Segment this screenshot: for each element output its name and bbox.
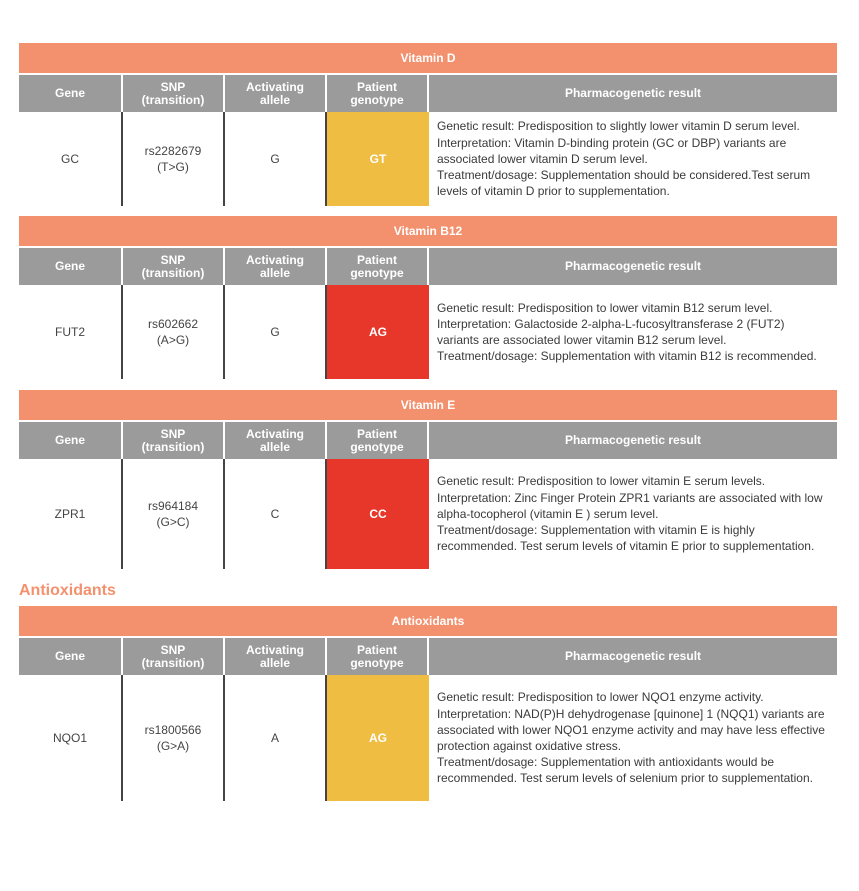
table-row bbox=[19, 675, 837, 801]
col-header-result: Pharmacogenetic result bbox=[564, 649, 702, 663]
section-heading: Antioxidants bbox=[19, 582, 116, 599]
snp-cell: rs964184 (G>C) bbox=[123, 459, 225, 569]
header-row bbox=[19, 73, 837, 112]
result-cell: Genetic result: Predisposition to lower NQO1 enzyme activity. Interpretation: NAD(P)H dehydrogenase [quinone] 1 (NQQ1) variants are associated with lower NQO1 enzyme activity and may have less effective protection against oxidative stress. Treatment/dosage: Supplementation with antioxidants would be recommended. Test serum levels of selenium prior to supplementation. bbox=[437, 690, 825, 786]
vitamin-d-table bbox=[19, 43, 837, 206]
table-title: Vitamin B12 bbox=[19, 216, 837, 246]
col-header-genotype: Patient genotype bbox=[327, 248, 429, 285]
col-header-result: Pharmacogenetic result bbox=[564, 259, 702, 273]
table-title: Antioxidants bbox=[19, 606, 837, 636]
result-cell: Genetic result: Predisposition to lower vitamin E serum levels. Interpretation: Zinc Finger Protein ZPR1 variants are associated with low alpha-tocopherol (vitamin E ) serum level. Treatment/dosage: Supplementation with vitamin E is highly recommended. Test serum levels of vitamin E prior to supplementation. bbox=[437, 474, 823, 554]
header-row bbox=[19, 246, 837, 285]
table-row bbox=[19, 285, 837, 379]
col-header-snp: SNP (transition) bbox=[123, 638, 225, 675]
table-title: Vitamin E bbox=[19, 390, 837, 420]
gene-cell: FUT2 bbox=[19, 285, 123, 379]
gene-cell: ZPR1 bbox=[19, 459, 123, 569]
col-header-result: Pharmacogenetic result bbox=[564, 86, 702, 100]
genotype-cell: AG bbox=[327, 675, 429, 801]
col-header-gene: Gene bbox=[19, 248, 123, 285]
col-header-result: Pharmacogenetic result bbox=[564, 433, 702, 447]
col-header-snp: SNP (transition) bbox=[123, 75, 225, 112]
table-title: Vitamin D bbox=[19, 43, 837, 73]
col-header-genotype: Patient genotype bbox=[327, 638, 429, 675]
vitamin-b12-table bbox=[19, 216, 837, 379]
table-row bbox=[19, 459, 837, 569]
allele-cell: G bbox=[225, 112, 327, 206]
genotype-cell: AG bbox=[327, 285, 429, 379]
allele-cell: A bbox=[225, 675, 327, 801]
snp-cell: rs602662 (A>G) bbox=[123, 285, 225, 379]
result-cell: Genetic result: Predisposition to slightly lower vitamin D serum level. Interpretation: Vitamin D-binding protein (GC or DBP) variants are associated lower vitamin D serum level. Treatment/dosage: Supplementation should be considered.Test serum levels of vitamin D prior to supplementation. bbox=[437, 119, 811, 199]
snp-cell: rs1800566 (G>A) bbox=[123, 675, 225, 801]
col-header-allele: Activating allele bbox=[225, 75, 327, 112]
col-header-gene: Gene bbox=[19, 422, 123, 459]
col-header-snp: SNP (transition) bbox=[123, 422, 225, 459]
col-header-gene: Gene bbox=[19, 638, 123, 675]
result-cell: Genetic result: Predisposition to lower vitamin B12 serum level. Interpretation: Galactoside 2-alpha-L-fucosyltransferase 2 (FUT2) variants are associated lower vitamin B12 serum level. Treatment/dosage: Supplementation with vitamin B12 is recommended. bbox=[437, 300, 817, 364]
col-header-genotype: Patient genotype bbox=[327, 75, 429, 112]
vitamin-e-table bbox=[19, 390, 837, 569]
gene-cell: GC bbox=[19, 112, 123, 206]
snp-cell: rs2282679 (T>G) bbox=[123, 112, 225, 206]
col-header-genotype: Patient genotype bbox=[327, 422, 429, 459]
col-header-gene: Gene bbox=[19, 75, 123, 112]
header-row bbox=[19, 636, 837, 675]
gene-cell: NQO1 bbox=[19, 675, 123, 801]
col-header-allele: Activating allele bbox=[225, 638, 327, 675]
table-row bbox=[19, 112, 837, 206]
col-header-snp: SNP (transition) bbox=[123, 248, 225, 285]
genotype-cell: GT bbox=[327, 112, 429, 206]
header-row bbox=[19, 420, 837, 459]
allele-cell: C bbox=[225, 459, 327, 569]
antioxidants-table bbox=[19, 606, 837, 801]
col-header-allele: Activating allele bbox=[225, 422, 327, 459]
allele-cell: G bbox=[225, 285, 327, 379]
genotype-cell: CC bbox=[327, 459, 429, 569]
col-header-allele: Activating allele bbox=[225, 248, 327, 285]
